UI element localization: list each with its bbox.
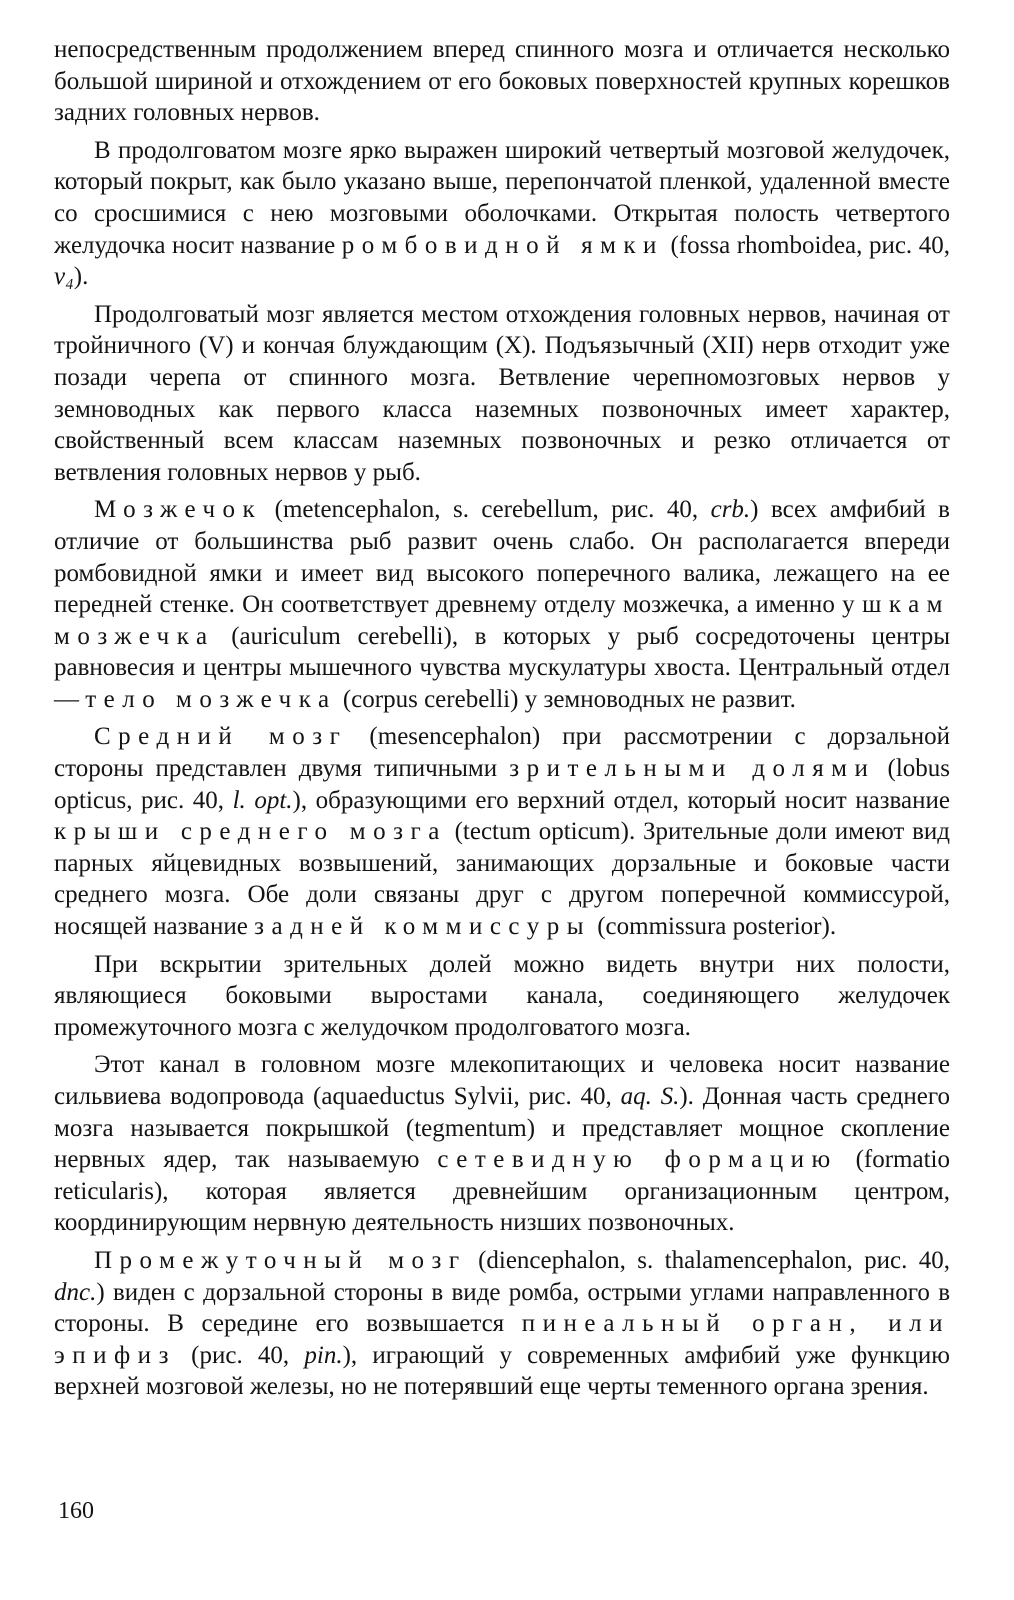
- spaced-term: Мозжечок: [94, 496, 263, 524]
- text-run: В продолговатом мозге ярко выражен широкий четвертый мозговой желудочек, который покрыт, как было указано выше, перепончатой пленкой, удаленной вместе со сросшимися с нею мозговыми оболочками. Открытая полость четвертого желудочка носит название: [54, 136, 950, 259]
- spaced-term: сетевидную формацию: [437, 1146, 838, 1174]
- paragraph-sylvian-aqueduct: [54, 1049, 950, 1239]
- paragraph-midbrain: [54, 721, 950, 942]
- spaced-term: Промежуточный мозг: [94, 1246, 467, 1274]
- text-run: ) всех амфибий в отличие от большинства рыб развит очень слабо. Он располагается впереди ромбовидной ямки и имеет вид высокого поперечного валика, лежащего на ее передней стенке. Он соответствует древнему отделу мозжечка, а именно: [54, 496, 950, 619]
- text-run: ), образующими его верхний отдел, который носит название: [292, 786, 950, 814]
- figure-label: v₄: [54, 263, 74, 291]
- text-run: (auriculum cerebelli), в которых у рыб сосредоточены центры равновесия и центры мышечного чувства мускулатуры хвоста. Центральный отдел —: [54, 622, 950, 713]
- paragraph-cerebellum: [54, 494, 950, 715]
- figure-label: pin.: [304, 1341, 343, 1369]
- spaced-term: зрительными долями: [509, 755, 876, 783]
- text-run: Продолговатый мозг является местом отхождения головных нервов, начиная от тройничного (V) и кончая блуждающим (X). Подъязычный (XII) нерв отходит уже позади черепа от спинного мозга. Ветвление черепномозговых нервов у земноводных как первого класса наземных позвоночных имеет характер, свойственный всем классам наземных позвоночных и резко отличается от ветвления головных нервов у рыб.: [54, 300, 950, 486]
- text-run: (рис. 40,: [175, 1341, 305, 1369]
- text-run: (corpus cerebelli) у земноводных не развит.: [336, 685, 796, 713]
- spaced-term: ромбовидной ямки: [341, 231, 664, 259]
- text-run: (diencephalon, s. thalamencephalon, рис. 40,: [466, 1246, 951, 1274]
- text-run: (formatio reticularis), которая является древнейшим организационным центром, координирующим нервную деятельность низших позвоночных.: [54, 1146, 950, 1237]
- paragraph-cranial-nerves: [54, 299, 950, 489]
- figure-label: aq. S.: [620, 1083, 680, 1110]
- paragraph-medulla-continuation: [54, 34, 950, 129]
- text-run: При вскрытии зрительных долей можно видеть внутри них полости, являющиеся боковыми выростами канала, соединяющего желудочек промежуточного мозга с желудочком продолговатого мозга.: [54, 950, 950, 1041]
- figure-label: dnc.: [54, 1278, 97, 1306]
- spaced-term: задней коммиссуры: [254, 913, 591, 941]
- spaced-term: крыши среднего мозга: [54, 818, 447, 846]
- text-run: (fossa rhomboidea, рис. 40,: [663, 231, 950, 259]
- paragraph-fourth-ventricle: [54, 135, 950, 293]
- figure-label: crb.: [710, 496, 751, 524]
- text-run: ), играющий у современных амфибий уже функцию верхней мозговой железы, но не потерявший еще черты теменного органа зрения.: [54, 1341, 950, 1401]
- figure-label: l. opt.: [232, 786, 293, 814]
- text-run: (mesencephalon) при рассмотрении с дорзальной стороны представлен двумя типичными: [54, 723, 950, 783]
- spaced-term: ушкам мозжечка: [54, 591, 950, 650]
- text-run: (tectum opticum). Зрительные доли имеют вид парных яйцевидных возвышений, занимающих дорзальные и боковые части среднего мозга. Обе доли связаны друг с другом поперечной коммиссурой, носящей название: [54, 818, 951, 941]
- text-run: Этот канал в головном мозге млекопитающих и человека носит название сильвиева водопровода (aquaeductus Sylvii, рис. 40,: [54, 1051, 950, 1110]
- paragraph-diencephalon: [54, 1245, 950, 1403]
- spaced-term: пинеальный орган, или эпифиз: [54, 1310, 950, 1369]
- text-run: (metencephalon, s. cerebellum, рис. 40,: [262, 496, 711, 524]
- text-run: ). Донная часть среднего мозга называется покрышкой (tegmentum) и представляет мощное скопление нервных ядер, так называемую: [54, 1083, 951, 1174]
- spaced-term: Средний мозг: [94, 723, 348, 751]
- text-run: (lobus opticus, рис. 40,: [54, 755, 950, 814]
- page-body: [54, 34, 950, 1403]
- text-run: ) виден с дорзальной стороны в виде ромба, острыми углами направленного в стороны. В середине его возвышается: [54, 1278, 950, 1338]
- text-run: (commissura posterior).: [590, 913, 837, 941]
- spaced-term: тело мозжечка: [85, 685, 337, 713]
- text-run: ).: [73, 263, 89, 291]
- paragraph-optic-lobes-cavities: [54, 949, 950, 1044]
- page-number: 160: [58, 1498, 94, 1524]
- text-run: непосредственным продолжением вперед спинного мозга и отличается несколько большой шириной и отхождением от его боковых поверхностей крупных корешков задних головных нервов.: [54, 36, 950, 127]
